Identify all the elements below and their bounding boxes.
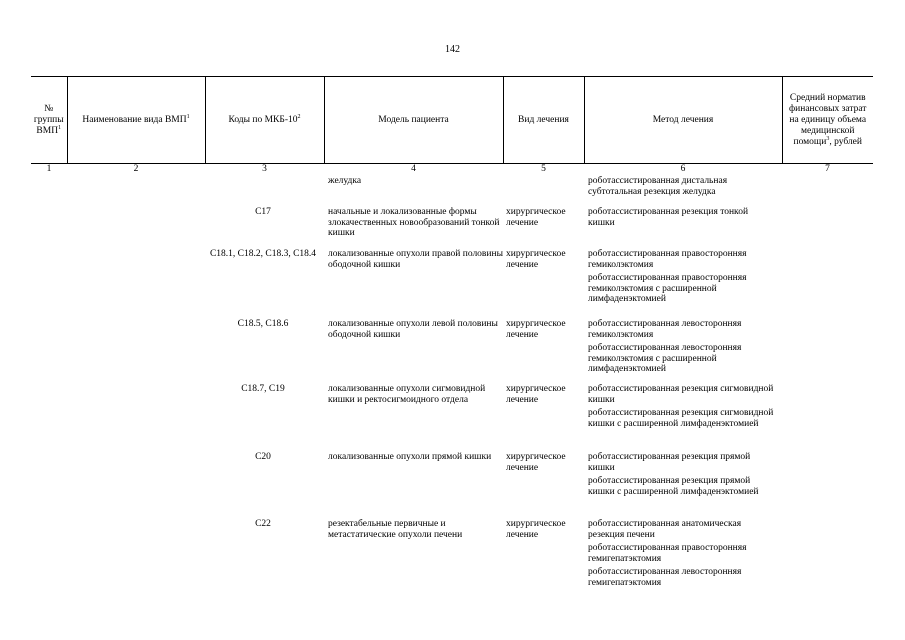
treatment-type-cell: хирургическое лечение [506,249,566,270]
treatment-method: роботассистированная резекция прямой кишки с расширенной лимфаденэктомией [588,476,759,497]
treatment-method: роботассистированная правосторонняя гемигепатэктомия [588,543,747,564]
table-header [31,76,873,175]
treatment-method: роботассистированная левосторонняя гемиколэктомия с расширенной лимфаденэктомией [588,343,742,374]
treatment-method: роботассистированная дистальная субтотальная резекция желудка [588,176,728,197]
patient-model-cell: локализованные опухоли сигмовидной кишки и ректосигмоидного отдела [328,384,486,405]
header-icd-codes: Коды по МКБ-$10^2$ [205,77,324,164]
treatment-method-cell [588,207,776,231]
header-patient-model: Модель пациента [324,77,503,164]
treatment-type-cell: хирургическое лечение [506,519,566,540]
table-body [31,176,873,599]
treatment-type-cell: хирургическое лечение [506,319,566,340]
patient-model-cell: резектабельные первичные и метастатические опухоли печени [328,519,463,540]
icd-code-cell: C22 [255,519,271,529]
treatment-method-cell [588,319,776,378]
treatment-method: роботассистированная правосторонняя гемиколэктомия с расширенной лимфаденэктомией [588,273,747,304]
header-group-number: № группы ВМП$^1$ [31,77,67,164]
treatment-method: роботассистированная резекция сигмовидной кишки [588,384,774,405]
column-number: 3 [262,164,267,174]
column-number: 2 [133,164,139,174]
treatment-method-cell [588,176,776,200]
treatment-type-cell: хирургическое лечение [506,384,566,405]
treatment-method-cell [588,249,776,308]
header-cost-norm: Средний норматив финансовых затрат на единицу объема медицинской помощи$^3$, рублей [782,77,873,164]
icd-code-cell: C20 [255,452,271,462]
icd-code-cell: C17 [255,207,271,217]
patient-model-cell: начальные и локализованные формы злокачественных новообразований тонкой кишки [328,207,500,238]
treatment-method: роботассистированная левосторонняя гемигепатэктомия [588,567,742,588]
treatment-method-cell [588,384,776,432]
treatment-method: роботассистированная резекция прямой кишки [588,452,751,473]
table-row [31,176,873,207]
table-row [31,519,873,599]
table-row [31,207,873,249]
treatment-type-cell: хирургическое лечение [506,207,566,228]
icd-code-cell: C18.1, C18.2, C18.3, C18.4 [209,249,317,259]
header-treatment-method: Метод лечения [584,77,782,164]
column-numbers-row [31,164,873,176]
column-number: 4 [411,164,416,174]
table-row [31,249,873,319]
table-row [31,319,873,384]
patient-model-cell: локализованные опухоли правой половины ободочной кишки [328,249,503,270]
treatment-method: роботассистированная резекция сигмовидной кишки с расширенной лимфаденэктомией [588,408,774,429]
treatment-method: роботассистированная правосторонняя гемиколэктомия [588,249,747,270]
patient-model-cell: локализованные опухоли левой половины ободочной кишки [328,319,498,340]
page-number: 142 [445,44,460,55]
patient-model-cell: желудка [328,176,362,186]
table-row [31,384,873,452]
treatment-method: роботассистированная анатомическая резекция печени [588,519,742,540]
icd-code-cell: C18.7, C19 [241,384,285,394]
treatment-method-cell [588,519,776,591]
treatment-method: роботассистированная резекция тонкой кишки [588,207,749,228]
patient-model-cell: локализованные опухоли прямой кишки [328,452,492,462]
header-vmp-name: Наименование вида ВМП$^1$ [67,77,205,164]
column-number: 7 [825,164,830,174]
icd-code-cell: C18.5, C18.6 [237,319,289,329]
treatment-type-cell: хирургическое лечение [506,452,566,473]
treatment-method-cell [588,452,776,500]
column-number: 1 [46,164,52,174]
treatment-method: роботассистированная левосторонняя гемиколэктомия [588,319,742,340]
column-number: 6 [680,164,686,174]
table-row [31,452,873,519]
column-number: 5 [541,164,546,174]
header-treatment-type: Вид лечения [503,77,584,164]
